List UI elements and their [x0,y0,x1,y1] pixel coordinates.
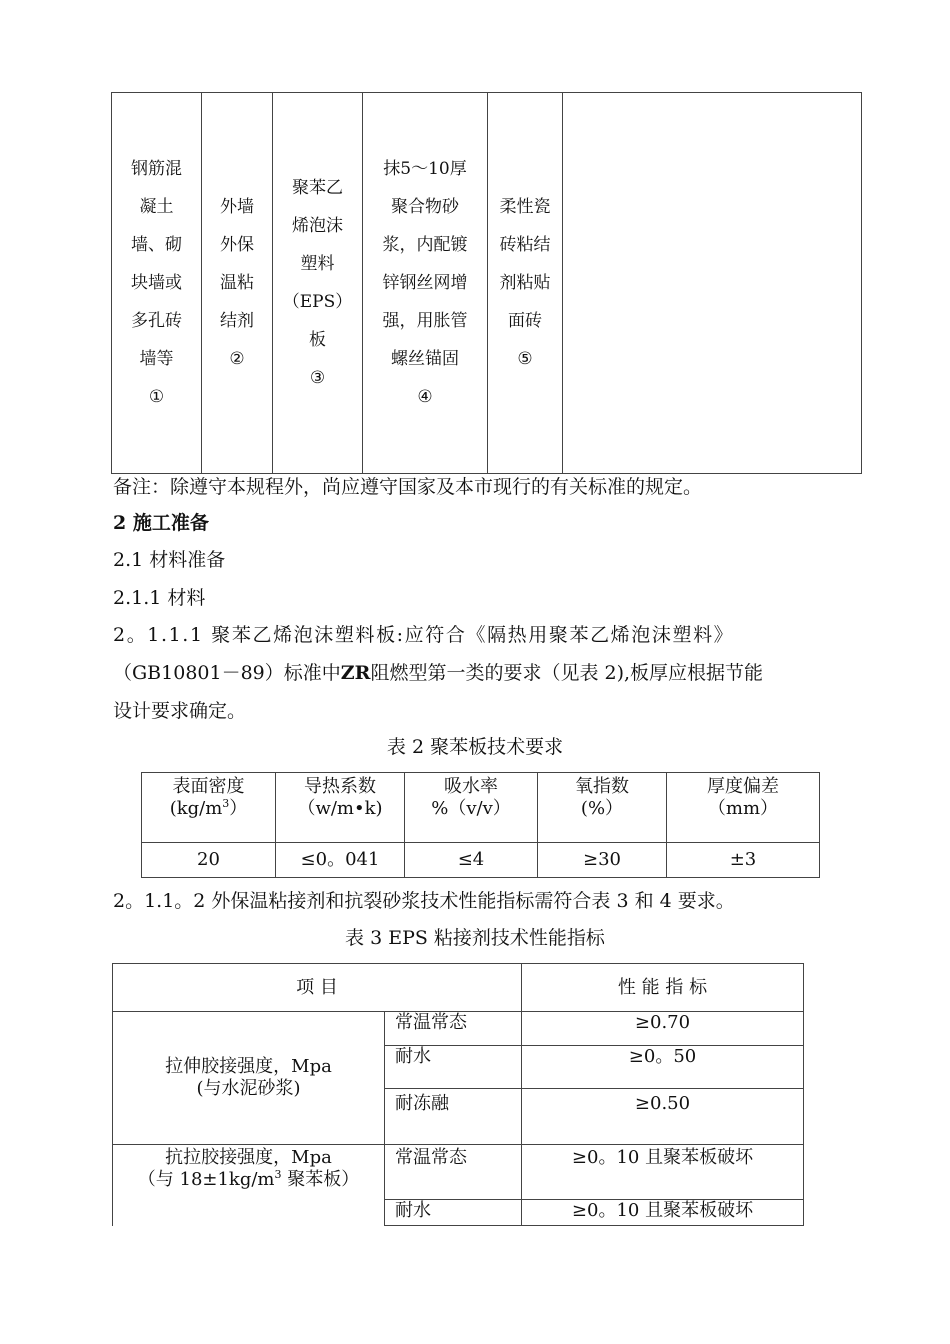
para1-line3: 设计要求确定。 [113,700,247,722]
para2: 2。1.1。2 外保温粘接剂和抗裂砂浆技术性能指标需符合表 3 和 4 要求。 [113,890,735,912]
header-conductivity: 导热系数 （w/m•k) [276,773,405,843]
header-index: 性 能 指 标 [522,964,804,1012]
eps-board-requirements-table [141,772,820,878]
section-heading-2-1-1: 2.1.1 材料 [113,587,206,609]
index-value: ≥0。10 且聚苯板破坏 [522,1200,804,1226]
header-absorption: 吸水率 %（v/v） [405,773,538,843]
header-density: 表面密度 $(kg/m^3)$ [142,773,276,843]
wall-layer-cell-3: 聚苯乙 烯泡沫 塑料 （EPS） 板 ③ [273,93,363,474]
section-heading-2-1: 2.1 材料准备 [113,549,226,571]
table3-caption: 表 3 EPS 粘接剂技术性能指标 [345,927,605,949]
group1-label: 拉伸胶接强度，Mpa (与水泥砂浆) [113,1012,385,1145]
header-item: 项 目 [113,964,522,1012]
para1-line2: （GB10801－89）标准中ZR阻燃型第一类的要求（见表 2),板厚应根据节能 [113,662,764,684]
value-thickness-tolerance: ±3 [667,843,820,878]
index-value: ≥0.50 [522,1089,804,1145]
wall-layer-cell-2: 外墙 外保 温粘 结剂 ② [202,93,273,474]
wall-layers-table [111,92,862,474]
header-thickness-tolerance: 厚度偏差 （mm） [667,773,820,843]
condition: 常温常态 [385,1012,522,1046]
condition: 常温常态 [385,1145,522,1200]
wall-layer-cell-1: 钢筋混 凝土 墙、砌 块墙或 多孔砖 墙等 ① [112,93,202,474]
wall-layer-cell-5: 柔性瓷 砖粘结 剂粘贴 面砖 ⑤ [488,93,563,474]
eps-adhesive-index-table [112,963,804,1226]
wall-layer-cell-4: 抹5～10厚 聚合物砂 浆，内配镀 锌钢丝网增 强，用胀管 螺丝锚固 ④ [363,93,488,474]
para1-line1: 2。1.1.1 聚苯乙烯泡沫塑料板:应符合《隔热用聚苯乙烯泡沫塑料》 [113,624,735,646]
value-conductivity: ≤0。041 [276,843,405,878]
group2-label: 抗拉胶接强度，Mpa （与 $18\pm 1kg/m^3$ 聚苯板） [113,1145,385,1226]
value-density: 20 [142,843,276,878]
index-value: ≥0。10 且聚苯板破坏 [522,1145,804,1200]
condition: 耐冻融 [385,1089,522,1145]
index-value: ≥0。50 [522,1046,804,1089]
note: 备注：除遵守本规程外，尚应遵守国家及本市现行的有关标准的规定。 [113,476,703,498]
wall-layer-cell-6 [563,93,862,474]
condition: 耐水 [385,1200,522,1226]
table2-caption: 表 2 聚苯板技术要求 [386,736,564,758]
index-value: ≥0.70 [522,1012,804,1046]
value-oxygen-index: ≥30 [538,843,667,878]
section-heading-2: 2 施工准备 [113,512,209,534]
condition: 耐水 [385,1046,522,1089]
header-oxygen-index: 氧指数 (%） [538,773,667,843]
value-absorption: ≤4 [405,843,538,878]
